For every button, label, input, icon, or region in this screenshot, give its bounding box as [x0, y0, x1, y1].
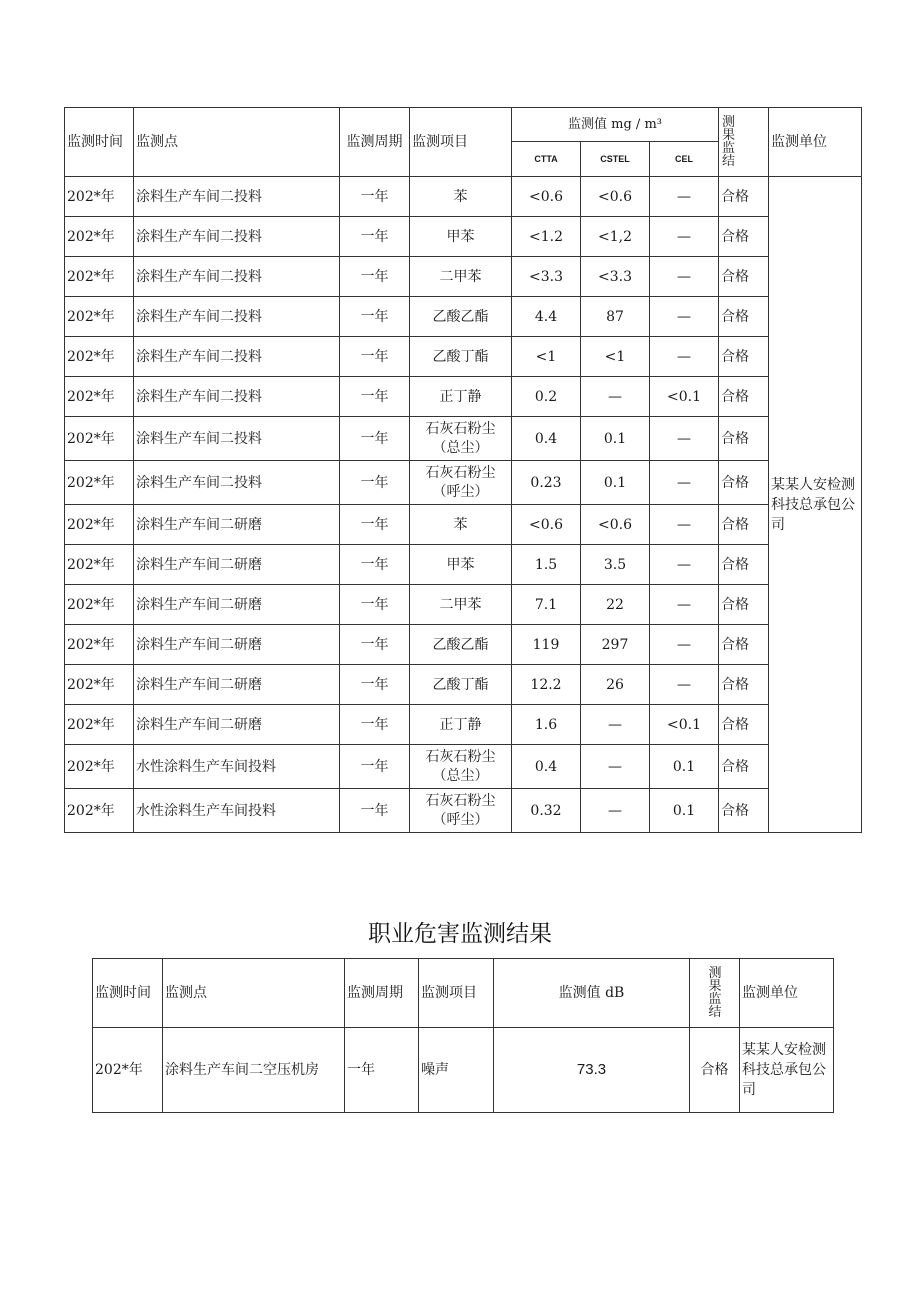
header-period: 监测周期: [340, 108, 410, 177]
cell-ctta: <3.3: [512, 257, 581, 297]
cell-point: 水性涂料生产车间投料: [134, 745, 340, 789]
cell-time: 202*年: [65, 337, 134, 377]
cell-cel: —: [650, 337, 719, 377]
table-row: [65, 545, 862, 585]
cell-period: 一年: [340, 625, 410, 665]
cell-time: 202*年: [65, 665, 134, 705]
cell-cstel: 26: [581, 665, 650, 705]
header-result-char: 果: [722, 128, 736, 143]
cell-item: 石灰石粉尘（呼尘）: [410, 789, 512, 833]
cell-period: 一年: [340, 665, 410, 705]
cell-point: 涂料生产车间二投料: [134, 377, 340, 417]
header-period: 监测周期: [345, 959, 419, 1028]
cell-point: 涂料生产车间二投料: [134, 177, 340, 217]
monitoring-table-noise: [92, 958, 834, 1113]
table-row: [65, 505, 862, 545]
cell-item: 苯: [410, 505, 512, 545]
cell-cel: —: [650, 505, 719, 545]
table-row: [65, 461, 862, 505]
cell-result: 合格: [719, 217, 769, 257]
header-row: [65, 108, 862, 142]
cell-ctta: 119: [512, 625, 581, 665]
cell-time: 202*年: [65, 625, 134, 665]
cell-time: 202*年: [65, 705, 134, 745]
cell-ctta: 0.2: [512, 377, 581, 417]
header-time: 监测时间: [93, 959, 163, 1028]
cell-ctta: 12.2: [512, 665, 581, 705]
cell-ctta: 1.6: [512, 705, 581, 745]
cell-cstel: <0.6: [581, 177, 650, 217]
cell-item: 二甲苯: [410, 585, 512, 625]
cell-point: 涂料生产车间二投料: [134, 337, 340, 377]
table-row: [65, 337, 862, 377]
header-result-char: 监: [722, 141, 736, 156]
cell-time: 202*年: [65, 177, 134, 217]
header-result-char: 结: [722, 154, 736, 169]
cell-time: 202*年: [65, 257, 134, 297]
header-result: [719, 108, 769, 177]
cell-cstel: —: [581, 745, 650, 789]
header-time: 监测时间: [65, 108, 134, 177]
cell-item: 噪声: [419, 1028, 494, 1113]
cell-result: 合格: [719, 257, 769, 297]
header-point: 监测点: [163, 959, 345, 1028]
cell-result: 合格: [719, 745, 769, 789]
cell-time: 202*年: [93, 1028, 163, 1113]
cell-cstel: 3.5: [581, 545, 650, 585]
cell-cstel: <1: [581, 337, 650, 377]
cell-ctta: <0.6: [512, 505, 581, 545]
cell-time: 202*年: [65, 297, 134, 337]
cell-item: 石灰石粉尘（总尘）: [410, 417, 512, 461]
cell-cstel: <1,2: [581, 217, 650, 257]
cell-period: 一年: [340, 257, 410, 297]
table-row: [65, 177, 862, 217]
cell-result: 合格: [719, 377, 769, 417]
cell-cstel: 0.1: [581, 461, 650, 505]
cell-period: 一年: [340, 377, 410, 417]
cell-period: 一年: [340, 217, 410, 257]
cell-point: 涂料生产车间二投料: [134, 417, 340, 461]
table-row: [65, 789, 862, 833]
cell-result: 合格: [719, 461, 769, 505]
cell-period: 一年: [340, 177, 410, 217]
table-row: [65, 417, 862, 461]
cell-point: 涂料生产车间二研磨: [134, 585, 340, 625]
cell-cel: —: [650, 461, 719, 505]
cell-period: 一年: [340, 297, 410, 337]
cell-time: 202*年: [65, 377, 134, 417]
cell-point: 涂料生产车间二投料: [134, 297, 340, 337]
header-item: 监测项目: [419, 959, 494, 1028]
cell-ctta: 7.1: [512, 585, 581, 625]
cell-point: 涂料生产车间二研磨: [134, 505, 340, 545]
cell-cstel: 0.1: [581, 417, 650, 461]
cell-cel: —: [650, 665, 719, 705]
cell-ctta: 0.4: [512, 417, 581, 461]
cell-result: 合格: [719, 545, 769, 585]
cell-cel: —: [650, 217, 719, 257]
cell-ctta: 0.4: [512, 745, 581, 789]
table-row: [65, 217, 862, 257]
cell-value: 73.3: [494, 1028, 690, 1113]
cell-period: 一年: [340, 461, 410, 505]
cell-ctta: <1.2: [512, 217, 581, 257]
header-row: [93, 959, 834, 1028]
table-row: [65, 745, 862, 789]
header-unit: 监测单位: [769, 108, 862, 177]
cell-cel: —: [650, 297, 719, 337]
cell-item: 苯: [410, 177, 512, 217]
cell-period: 一年: [340, 745, 410, 789]
cell-point: 涂料生产车间二研磨: [134, 705, 340, 745]
cell-cel: <0.1: [650, 377, 719, 417]
table-row: [65, 705, 862, 745]
cell-result: 合格: [719, 665, 769, 705]
cell-item: 甲苯: [410, 545, 512, 585]
cell-period: 一年: [340, 505, 410, 545]
cell-cel: <0.1: [650, 705, 719, 745]
cell-cstel: 87: [581, 297, 650, 337]
cell-item: 石灰石粉尘（呼尘）: [410, 461, 512, 505]
cell-cel: —: [650, 257, 719, 297]
cell-cel: 0.1: [650, 745, 719, 789]
cell-unit: 某某人安检测科技总承包公司: [769, 177, 862, 833]
cell-item: 二甲苯: [410, 257, 512, 297]
cell-point: 水性涂料生产车间投料: [134, 789, 340, 833]
cell-cel: —: [650, 625, 719, 665]
cell-cel: —: [650, 177, 719, 217]
cell-item: 甲苯: [410, 217, 512, 257]
cell-item: 正丁静: [410, 705, 512, 745]
cell-result: 合格: [719, 789, 769, 833]
cell-ctta: 0.23: [512, 461, 581, 505]
table-row: [65, 257, 862, 297]
cell-cel: —: [650, 545, 719, 585]
monitoring-table-chemical: [64, 107, 862, 833]
header-result: [690, 959, 740, 1028]
header-unit: 监测单位: [740, 959, 834, 1028]
cell-item: 石灰石粉尘（总尘）: [410, 745, 512, 789]
cell-item: 乙酸丁酯: [410, 665, 512, 705]
cell-ctta: 0.32: [512, 789, 581, 833]
cell-point: 涂料生产车间二研磨: [134, 665, 340, 705]
cell-cel: —: [650, 585, 719, 625]
cell-time: 202*年: [65, 505, 134, 545]
cell-time: 202*年: [65, 461, 134, 505]
table-row: [65, 625, 862, 665]
cell-period: 一年: [340, 705, 410, 745]
cell-period: 一年: [345, 1028, 419, 1113]
cell-period: 一年: [340, 789, 410, 833]
table-row: [65, 297, 862, 337]
cell-ctta: 4.4: [512, 297, 581, 337]
header-item: 监测项目: [410, 108, 512, 177]
header-result-char: 结: [708, 1005, 722, 1020]
cell-point: 涂料生产车间二空压机房: [163, 1028, 345, 1113]
header-value-group: 监测值 mg / m³: [512, 108, 719, 142]
cell-point: 涂料生产车间二研磨: [134, 545, 340, 585]
header-ctta: CTTA: [512, 142, 581, 177]
cell-result: 合格: [719, 417, 769, 461]
cell-time: 202*年: [65, 745, 134, 789]
cell-item: 正丁静: [410, 377, 512, 417]
cell-result: 合格: [719, 705, 769, 745]
cell-result: 合格: [719, 505, 769, 545]
cell-item: 乙酸乙酯: [410, 297, 512, 337]
cell-period: 一年: [340, 545, 410, 585]
cell-point: 涂料生产车间二投料: [134, 257, 340, 297]
cell-result: 合格: [719, 297, 769, 337]
table-row: [93, 1028, 834, 1113]
cell-ctta: <1: [512, 337, 581, 377]
cell-result: 合格: [719, 177, 769, 217]
cell-point: 涂料生产车间二投料: [134, 461, 340, 505]
table-row: [65, 585, 862, 625]
cell-ctta: 1.5: [512, 545, 581, 585]
header-result-char: 监: [708, 992, 722, 1007]
header-result-char: 果: [708, 979, 722, 994]
cell-period: 一年: [340, 337, 410, 377]
cell-cstel: 22: [581, 585, 650, 625]
cell-item: 乙酸丁酯: [410, 337, 512, 377]
header-result-char: 测: [722, 115, 736, 130]
table-row: [65, 377, 862, 417]
cell-point: 涂料生产车间二研磨: [134, 625, 340, 665]
cell-cel: —: [650, 417, 719, 461]
table-row: [65, 665, 862, 705]
header-cstel: CSTEL: [581, 142, 650, 177]
header-point: 监测点: [134, 108, 340, 177]
cell-unit: 某某人安检测科技总承包公司: [740, 1028, 834, 1113]
cell-cstel: —: [581, 377, 650, 417]
cell-cstel: 297: [581, 625, 650, 665]
cell-time: 202*年: [65, 585, 134, 625]
cell-cstel: —: [581, 789, 650, 833]
header-result-char: 测: [708, 966, 722, 981]
section-title: 职业危害监测结果: [368, 921, 552, 947]
cell-result: 合格: [719, 337, 769, 377]
cell-time: 202*年: [65, 217, 134, 257]
cell-result: 合格: [719, 585, 769, 625]
cell-time: 202*年: [65, 417, 134, 461]
cell-result: 合格: [719, 625, 769, 665]
cell-time: 202*年: [65, 789, 134, 833]
cell-cel: 0.1: [650, 789, 719, 833]
cell-cstel: —: [581, 705, 650, 745]
cell-period: 一年: [340, 585, 410, 625]
cell-result: 合格: [690, 1028, 740, 1113]
cell-time: 202*年: [65, 545, 134, 585]
cell-cstel: <0.6: [581, 505, 650, 545]
header-value: 监测值 dB: [494, 959, 690, 1028]
header-cel: CEL: [650, 142, 719, 177]
cell-point: 涂料生产车间二投料: [134, 217, 340, 257]
cell-ctta: <0.6: [512, 177, 581, 217]
cell-item: 乙酸乙酯: [410, 625, 512, 665]
cell-cstel: <3.3: [581, 257, 650, 297]
cell-period: 一年: [340, 417, 410, 461]
